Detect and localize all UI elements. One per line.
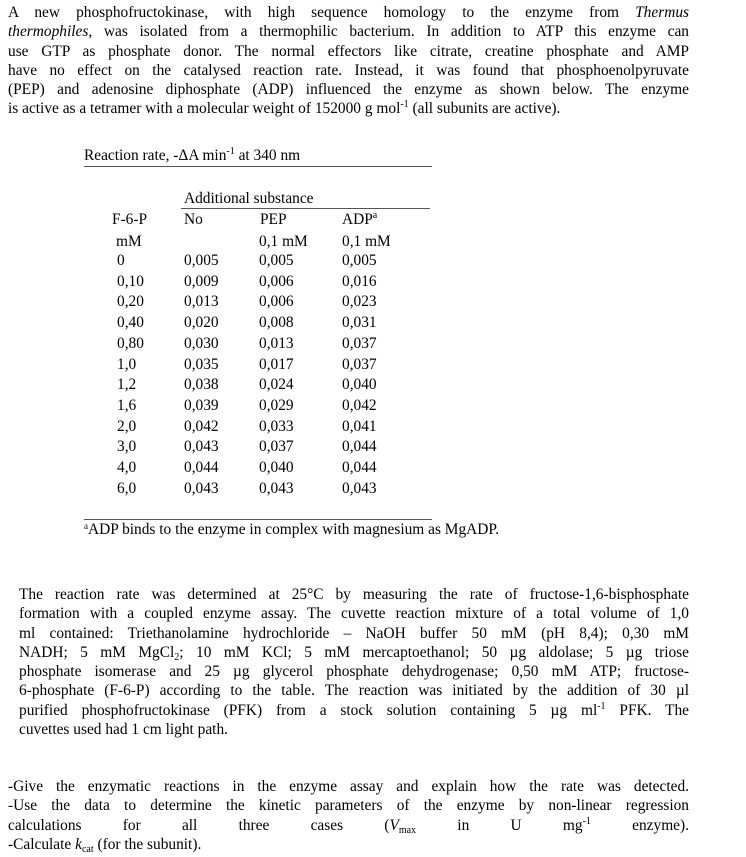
table-caption: Reaction rate, -ΔA $\min^{-1}$ at 340 nm <box>84 146 301 164</box>
text-line: A new phosphofructokinase, with high sequence homology to the enzyme from Thermus <box>8 4 689 21</box>
caption-rule <box>84 166 432 167</box>
pep-cell: 0,033 <box>259 417 294 435</box>
f6p-cell: 4,0 <box>117 459 137 476</box>
italic-text: k <box>75 835 82 853</box>
text-line: 6-phosphate (F-6-P) according to the table. The reaction was initiated by the addition of 30 µl <box>19 682 689 700</box>
adp-cell: 0,037 <box>342 334 377 352</box>
table-row <box>0 458 746 479</box>
text-line: phosphate isomerase and 25 µg glycerol phosphate dehydrogenase; 0,50 mM ATP; fructose- <box>19 663 689 681</box>
subscript: 2 <box>174 651 180 663</box>
table-row <box>0 292 746 313</box>
pep-cell: 0,013 <box>259 334 294 352</box>
intro-paragraph <box>8 3 689 119</box>
pep-cell: 0,017 <box>259 355 294 373</box>
table-bottom-rule <box>84 519 432 520</box>
no-additive-cell: 0,039 <box>184 396 219 414</box>
superscript: -1 <box>582 815 591 827</box>
text-line: purified phosphofructokinase (PFK) from a stock solution containing 5 µg $ml^{-1}$ PFK. The <box>19 700 689 719</box>
table-row <box>0 396 746 417</box>
table-row <box>0 272 746 293</box>
superscript: -1 <box>400 99 409 111</box>
adp-cell: 0,044 <box>342 459 377 476</box>
adp-column-header <box>342 210 377 229</box>
pep-cell: 0,024 <box>259 376 294 394</box>
text-line: have no effect on the catalysed reaction rate. Instead, it was found that phosphoenolpyruvate <box>8 61 689 79</box>
superscript: -1 <box>226 146 235 157</box>
text-line: -Use the data to determine the kinetic parameters of the enzyme by non-linear regression <box>8 797 689 815</box>
method-paragraph <box>19 585 689 739</box>
footnote-mark: a <box>84 521 88 531</box>
no-additive-cell: 0,020 <box>184 314 219 332</box>
no-additive-cell: 0,005 <box>184 252 219 269</box>
text-line: NADH; 5 mM MgCl$_2$; 10 mM KCl; 5 mM mercaptoethanol; 50 µg aldolase; 5 µg triose <box>19 643 689 663</box>
adp-footnote-mark: a <box>372 210 378 221</box>
table-row <box>0 375 746 396</box>
f6p-cell: 6,0 <box>117 479 137 497</box>
text-line: (PEP) and adenosine diphosphate (ADP) influenced the enzyme as shown below. The enzyme <box>8 81 689 99</box>
table-row <box>0 437 746 458</box>
pep-cell: 0,006 <box>259 272 294 290</box>
additional-substance-header: Additional substance <box>184 190 314 207</box>
table-row <box>0 355 746 376</box>
text-line: -Calculate $k_{cat}$ (for the subunit). <box>8 835 202 855</box>
adp-cell: 0,041 <box>342 417 377 435</box>
no-additive-cell: 0,043 <box>184 438 219 456</box>
pep-cell: 0,005 <box>259 252 294 269</box>
text-line: The reaction rate was determined at 25°C by measuring the rate of fructose-1,6-bisphosphate <box>19 586 689 603</box>
table-row <box>0 334 746 355</box>
text-line: ml contained: Triethanolamine hydrochloride – NaOH buffer 50 mM (pH 8,4); 0,30 mM <box>19 624 689 642</box>
adp-label: ADP <box>342 211 373 228</box>
f6p-cell: 0,10 <box>117 272 144 290</box>
adp-cell: 0,023 <box>342 293 377 311</box>
no-additive-cell: 0,042 <box>184 417 219 435</box>
adp-cell: 0,040 <box>342 376 377 394</box>
pep-cell: 0,040 <box>259 459 294 476</box>
footnote-text: ADP binds to the enzyme in complex with magnesium as MgADP. <box>88 521 500 538</box>
table-row <box>0 313 746 334</box>
additional-substance-rule <box>181 208 430 209</box>
text-line: is active as a tetramer with a molecular weight of 152000 g mol$^{-1}$ (all subunits are active). <box>8 99 561 118</box>
f6p-column-header: F-6-P <box>112 211 148 228</box>
f6p-cell: 3,0 <box>117 438 137 456</box>
pep-cell: 0,006 <box>259 293 294 311</box>
pep-cell: 0,029 <box>259 396 294 414</box>
table-row <box>0 479 746 500</box>
table-row <box>0 251 746 272</box>
text-line: -Give the enzymatic reactions in the enzyme assay and explain how the rate was detected. <box>8 778 689 795</box>
table-footnote <box>84 521 499 539</box>
pep-cell: 0,008 <box>259 314 294 332</box>
text-line: formation with a coupled enzyme assay. The cuvette reaction mixture of a total volume of 1,0 <box>19 605 689 623</box>
italic-text: Thermus <box>635 4 689 21</box>
questions-paragraph <box>8 777 689 854</box>
no-additive-cell: 0,013 <box>184 293 219 311</box>
text-line: thermophiles, was isolated from a thermophilic bacterium. In addition to ATP this enzyme can <box>8 23 689 41</box>
adp-cell: 0,037 <box>342 355 377 373</box>
superscript: -1 <box>597 700 606 712</box>
no-column-header: No <box>184 211 203 228</box>
adp-cell: 0,042 <box>342 396 377 414</box>
f6p-cell: 2,0 <box>117 417 137 435</box>
subscript: cat <box>81 843 94 855</box>
adp-cell: 0,044 <box>342 438 377 456</box>
adp-cell: 0,031 <box>342 314 377 332</box>
adp-cell: 0,043 <box>342 479 377 497</box>
text-line: use GTP as phosphate donor. The normal effectors like citrate, creatine phosphate and AMP <box>8 42 689 60</box>
no-additive-cell: 0,030 <box>184 334 219 352</box>
f6p-cell: 1,0 <box>117 355 137 373</box>
pep-cell: 0,043 <box>259 479 294 497</box>
no-additive-cell: 0,009 <box>184 272 219 290</box>
no-additive-cell: 0,043 <box>184 479 219 497</box>
f6p-cell: 1,2 <box>117 376 137 394</box>
no-additive-cell: 0,035 <box>184 355 219 373</box>
italic-text: thermophiles <box>8 23 89 41</box>
adp-cell: 0,005 <box>342 252 377 269</box>
no-additive-cell: 0,044 <box>184 459 219 476</box>
text-line: calculations for all three cases ($V_{max}$ in U $mg^{-1}$ enzyme). <box>8 815 689 836</box>
f6p-unit-header: mM <box>116 233 142 250</box>
f6p-cell: 0,20 <box>117 293 144 311</box>
text-line: cuvettes used had 1 cm light path. <box>19 721 229 739</box>
pep-cell: 0,037 <box>259 438 294 456</box>
f6p-cell: 0,80 <box>117 334 144 352</box>
no-additive-cell: 0,038 <box>184 376 219 394</box>
pep-concentration-header: 0,1 mM <box>259 233 308 250</box>
f6p-cell: 0 <box>117 252 125 269</box>
adp-concentration-header: 0,1 mM <box>342 233 391 250</box>
f6p-cell: 1,6 <box>117 396 137 414</box>
subscript: max <box>398 824 417 836</box>
pep-column-header: PEP <box>260 211 287 228</box>
italic-text: V <box>389 816 399 834</box>
table-row <box>0 417 746 438</box>
f6p-cell: 0,40 <box>117 314 144 332</box>
adp-cell: 0,016 <box>342 272 377 290</box>
